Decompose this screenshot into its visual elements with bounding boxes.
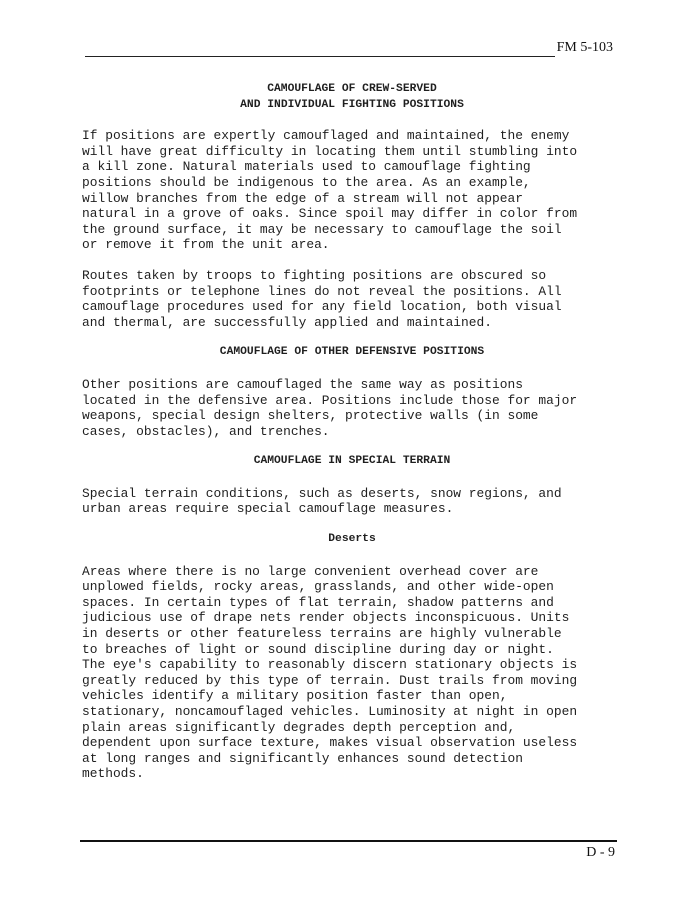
paragraph-routes: Routes taken by troops to fighting positions are obscured so footprints or telephone lines do not reveal the positions. All camouflage procedures used for any field location, both visual and thermal, are successfully applied and maintained. [82,267,562,330]
heading-special-terrain: CAMOUFLAGE IN SPECIAL TERRAIN [253,455,451,468]
section-title-line-1: CAMOUFLAGE OF CREW-SERVED [267,83,437,95]
section-title-line-2: AND INDIVIDUAL FIGHTING POSITIONS [240,98,464,111]
paragraph-special-terrain: Special terrain conditions, such as deserts, snow regions, and urban areas require special camouflage measures. [82,485,562,517]
paragraph-fighting-positions: If positions are expertly camouflaged and maintained, the enemy will have great difficulty in locating them until stumbling into a kill zone. Natural materials used to camouflage fighting positions should be indigenous to the area. As an example, willow branches from the edge of a stream will not appear natural in a grove of oaks. Since spoil may differ in color from the ground surface, it may be necessary to camouflage the soil or remove it from the unit area. [82,128,578,253]
header-rule [85,56,555,57]
page-content [82,82,622,797]
page-number: D - 9 [586,845,615,860]
paragraph-other-positions: Other positions are camouflaged the same way as positions located in the defensive area. Positions include those for major weapons, special design shelters, protective walls (in some cases, obstacles), and trenches. [82,376,578,439]
document-id: FM 5-103 [556,40,613,55]
heading-deserts: Deserts [328,533,376,546]
footer-rule [80,840,617,842]
paragraph-deserts: Areas where there is no large convenient overhead cover are unplowed fields, rocky areas, grasslands, and other wide-open spaces. In certain types of flat terrain, shadow patterns and judicious use of drape nets render objects inconspicuous. Units in deserts or other featureless terrains are highly vulnerable to breaches of light or sound discipline during day or night. The eye's capability to reasonably discern stationary objects is greatly reduced by this type of terrain. Dust trails from moving vehicles identify a military position faster than open, stationary, noncamouflaged vehicles. Luminosity at night in open plain areas significantly degrades depth perception and, dependent upon surface texture, makes visual observation useless at long ranges and significantly enhances sound detection methods. [82,563,578,782]
heading-other-defensive-positions: CAMOUFLAGE OF OTHER DEFENSIVE POSITIONS [219,346,485,359]
section-title [82,82,622,113]
page-header [85,40,617,58]
